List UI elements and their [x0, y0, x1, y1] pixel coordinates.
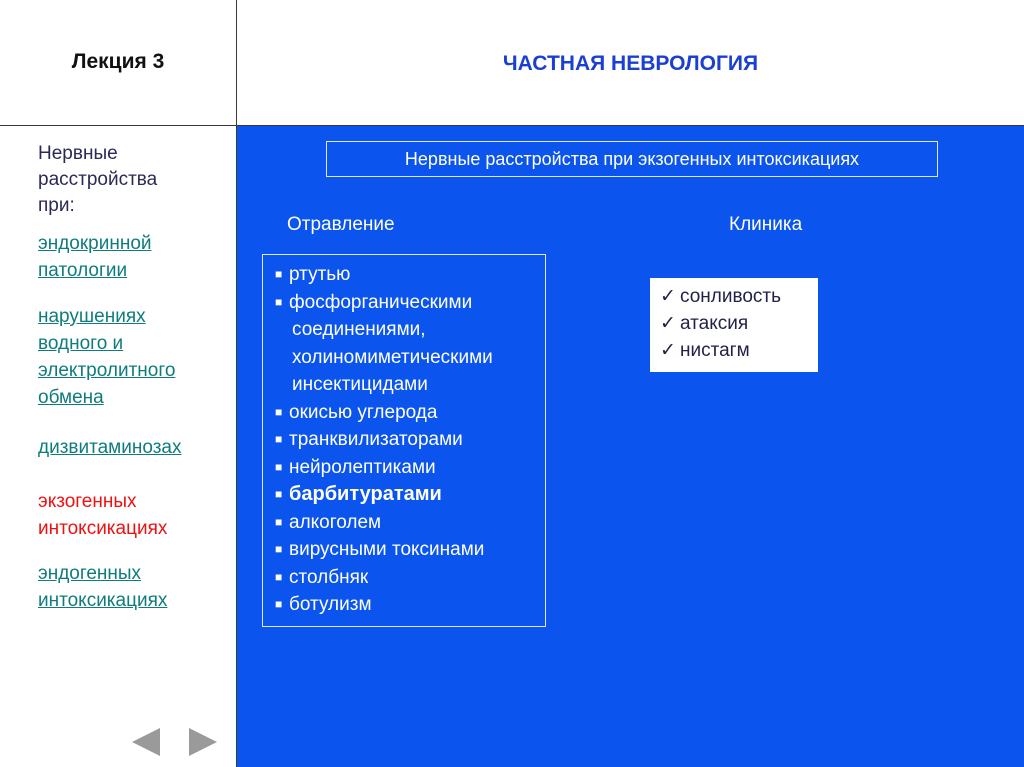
nav-link-line: обмена — [38, 387, 104, 408]
nav-link-line: интоксикациях — [38, 518, 168, 539]
checkmark-icon: ✓ — [660, 286, 676, 307]
arrow-right-icon[interactable] — [189, 728, 217, 756]
checkmark-icon: ✓ — [660, 340, 676, 361]
nav-link-line: интоксикациях — [38, 590, 168, 611]
sidebar-heading — [38, 141, 228, 219]
arrow-left-icon[interactable] — [132, 728, 160, 756]
list-item-text: соединениями, — [292, 319, 426, 340]
list-item-continuation — [263, 316, 545, 344]
slide-navigation — [132, 726, 222, 756]
list-item-text: столбняк — [289, 566, 369, 588]
square-bullet-icon: ■ — [275, 514, 283, 529]
list-item — [263, 261, 545, 289]
square-bullet-icon: ■ — [275, 294, 283, 309]
square-bullet-icon: ■ — [275, 404, 283, 419]
list-item — [263, 426, 545, 454]
sidebar — [0, 126, 237, 767]
clinic-heading: Клиника — [729, 214, 803, 235]
checkmark-icon: ✓ — [660, 313, 676, 334]
list-item — [263, 399, 545, 427]
nav-link-water-electrolyte[interactable] — [38, 303, 228, 411]
sidebar-heading-line: расстройства — [38, 169, 158, 190]
list-item-text: нистагм — [680, 340, 750, 361]
list-item-continuation — [263, 344, 545, 372]
list-item-text: алкоголем — [289, 511, 382, 533]
list-item-text: инсектицидами — [292, 374, 428, 395]
nav-link-dysvitaminosis[interactable] — [38, 434, 228, 461]
square-bullet-icon: ■ — [275, 542, 283, 556]
lecture-header-cell — [0, 0, 237, 126]
list-item — [660, 310, 818, 337]
nav-link-endocrine[interactable] — [38, 230, 228, 284]
list-item — [660, 283, 818, 310]
list-item-text: окисью углерода — [289, 401, 438, 423]
content-panel — [237, 126, 1024, 767]
nav-link-line: эндокринной — [38, 233, 152, 254]
list-item-continuation — [263, 371, 545, 399]
sidebar-heading-line: Нервные — [38, 143, 118, 164]
list-item-text: нейролептиками — [289, 456, 436, 478]
poisoning-list — [262, 254, 546, 627]
sidebar-heading-line: при: — [38, 195, 75, 216]
nav-link-line: нарушениях — [38, 306, 146, 327]
list-item-text: сонливость — [680, 286, 782, 307]
nav-link-line: экзогенных — [38, 491, 137, 512]
list-item — [263, 454, 545, 482]
list-item — [263, 509, 545, 537]
list-item-text: ртутью — [289, 264, 351, 285]
list-item-highlighted — [263, 481, 545, 509]
square-bullet-icon: ■ — [275, 267, 283, 281]
list-item — [263, 289, 545, 317]
section-subtitle: Нервные расстройства при экзогенных интоксикациях — [326, 141, 938, 177]
list-item-text: атаксия — [680, 313, 749, 334]
page-title: ЧАСТНАЯ НЕВРОЛОГИЯ — [502, 52, 759, 75]
list-item-text: вирусными токсинами — [289, 539, 485, 560]
list-item — [263, 536, 545, 564]
list-item — [263, 564, 545, 592]
list-item-text: транквилизаторами — [289, 429, 463, 450]
list-item — [263, 591, 545, 619]
list-item — [660, 337, 818, 364]
nav-link-endogenous[interactable] — [38, 560, 228, 614]
square-bullet-icon: ■ — [275, 597, 283, 611]
square-bullet-icon: ■ — [275, 569, 283, 584]
square-bullet-icon: ■ — [275, 432, 283, 446]
square-bullet-icon: ■ — [275, 459, 283, 474]
nav-link-line: патологии — [38, 260, 128, 281]
title-header-cell — [237, 0, 1024, 126]
lecture-number: Лекция 3 — [71, 50, 165, 73]
clinic-list — [650, 278, 818, 372]
poisoning-heading: Отравление — [287, 214, 395, 235]
list-item-text: ботулизм — [289, 594, 372, 615]
square-bullet-icon: ■ — [275, 487, 283, 501]
list-item-text: фосфорганическими — [289, 291, 473, 313]
nav-link-line: дизвитаминозах — [38, 437, 182, 458]
nav-link-line: электролитного — [38, 360, 176, 381]
nav-link-exogenous-current[interactable] — [38, 488, 228, 542]
list-item-text: барбитуратами — [289, 483, 442, 505]
list-item-text: холиномиметическими — [292, 346, 493, 368]
nav-link-line: водного и — [38, 333, 124, 354]
nav-link-line: эндогенных — [38, 563, 142, 584]
